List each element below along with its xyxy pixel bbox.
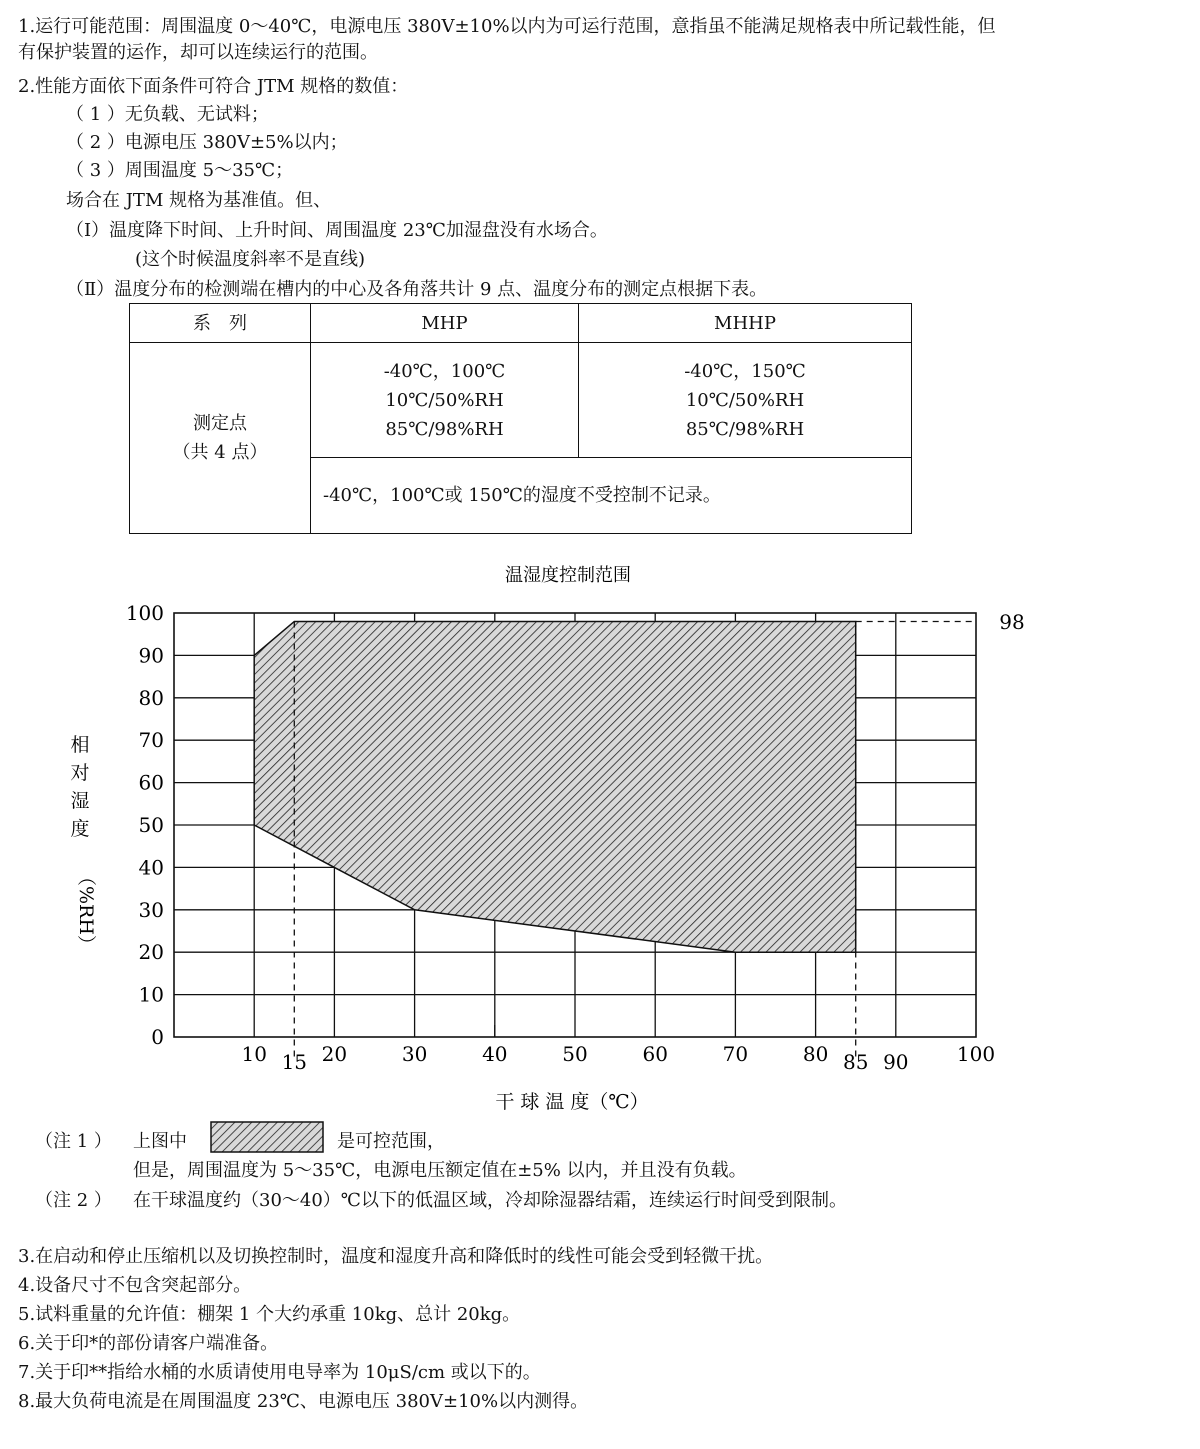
y-tick-label: 20 [138,940,164,965]
x-tick-labels [241,1042,995,1074]
table-row [130,343,912,458]
x-tick-label: 70 [722,1042,749,1066]
row-label-cell [130,343,311,534]
para-3: 3.在启动和停止压缩机以及切换控制时，温度和湿度升高和降低时的线性可能会受到轻微干扰。 [18,1246,774,1267]
mhp-point-3: 85℃/98%RH [385,418,504,440]
chart-svg [0,555,1200,1125]
note-1-detail: 但是，周围温度为 5～35℃，电源电压额定值在±5% 以内，并且没有负载。 [133,1160,747,1181]
para-6: 6.关于印*的部份请客户端准备。 [18,1333,279,1354]
mhp-point-1: -40℃，100℃ [383,360,506,382]
y-tick-labels [126,601,164,1049]
table-footer-note: -40℃，100℃或 150℃的湿度不受控制不记录。 [311,458,912,534]
note-1-label: （注 1 ） [35,1131,112,1152]
x-tick-label: 85 [842,1050,869,1074]
x-tick-label: 80 [802,1042,829,1066]
condition-2: （ 2 ）电源电压 380V±5%以内； [66,132,348,153]
y-label-char: 湿 [70,790,90,812]
table-header-row [130,304,912,343]
x-tick-label: 50 [562,1042,588,1066]
note-2-text: 在干球温度约（30～40）℃以下的低温区域，冷却除湿器结霜，连续运行时间受到限制。 [133,1190,847,1211]
base-statement: 场合在 JTM 规格为基准值。但、 [66,190,332,211]
y-tick-label: 80 [138,685,164,710]
controllable-region [254,621,856,952]
x-tick-label: 60 [642,1042,668,1066]
y-tick-label: 0 [151,1025,164,1049]
para-1-line-2: 有保护装置的运作，却可以连续运行的范围。 [18,42,378,63]
y-tick-label: 100 [125,601,164,625]
mhhp-cell [579,343,912,458]
x-axis-label: 干 球 温 度（℃） [495,1091,649,1113]
y-tick-label: 50 [138,813,164,837]
y-tick-label: 30 [138,897,164,922]
x-tick-label: 20 [321,1042,348,1066]
para-5: 5.试料重量的允许值：棚架 1 个大约承重 10kg、总计 20kg。 [18,1304,521,1325]
condition-1: （ 1 ）无负载、无试料； [66,104,269,125]
remark-1: （Ⅰ）温度降下时间、上升时间、周围温度 23℃加湿盘没有水场合。 [66,220,608,241]
note-1-prefix: 上图中 [133,1131,187,1152]
x-tick-label: 40 [482,1042,508,1066]
humidity-temperature-chart [0,555,1200,1125]
note-2-label: （注 2 ） [35,1190,112,1211]
remark-1-note: (这个时候温度斜率不是直线) [135,249,366,270]
header-mhp: MHP [311,304,579,343]
note-1-suffix: 是可控范围， [337,1131,445,1152]
measurement-points-table [129,303,912,534]
mhhp-point-1: -40℃，150℃ [684,360,806,382]
para-7: 7.关于印**指给水桶的水质请使用电导率为 10μS/cm 或以下的。 [18,1362,541,1383]
y-tick-label: 70 [138,728,164,753]
chart-title: 温湿度控制范围 [505,565,631,586]
annotation-98: 98 [999,610,1025,634]
condition-3: （ 3 ）周围温度 5～35℃； [66,160,294,181]
y-tick-label: 90 [138,643,164,668]
para-4: 4.设备尺寸不包含突起部分。 [18,1275,252,1296]
y-axis-label [70,734,97,954]
mhp-point-2: 10℃/50%RH [385,389,504,411]
x-tick-label: 100 [956,1042,996,1066]
mhp-cell [311,343,579,458]
x-tick-label: 15 [281,1050,308,1074]
x-tick-label: 90 [883,1050,909,1074]
y-tick-label: 60 [138,770,164,795]
hatch-legend-swatch [210,1121,324,1153]
para-2: 2.性能方面依下面条件可符合 JTM 规格的数值： [18,76,409,97]
row-label: 测定点 [193,413,247,434]
y-tick-label: 10 [138,982,164,1007]
y-tick-label: 40 [138,855,164,880]
row-label-count: （共 4 点） [172,442,268,463]
x-tick-label: 30 [401,1042,428,1066]
y-label-unit: （%RH） [75,867,97,954]
mhhp-point-3: 85℃/98%RH [685,418,805,440]
x-tick-label: 10 [241,1042,267,1066]
remark-2: （Ⅱ）温度分布的检测端在槽内的中心及各角落共计 9 点、温度分布的测定点根据下表。 [66,279,768,300]
para-1-line-1: 1.运行可能范围：周围温度 0～40℃，电源电压 380V±10%以内为可运行范围，意指虽不能满足规格表中所记载性能，但 [18,16,996,37]
y-label-char: 对 [70,762,90,784]
y-label-char: 相 [70,734,90,756]
y-label-char: 度 [70,818,90,840]
mhhp-point-2: 10℃/50%RH [685,389,805,411]
para-8: 8.最大负荷电流是在周围温度 23℃、电源电压 380V±10%以内测得。 [18,1391,589,1412]
header-series: 系 列 [130,304,311,343]
chart-region-layer [254,621,856,952]
header-mhhp: MHHP [579,304,912,343]
